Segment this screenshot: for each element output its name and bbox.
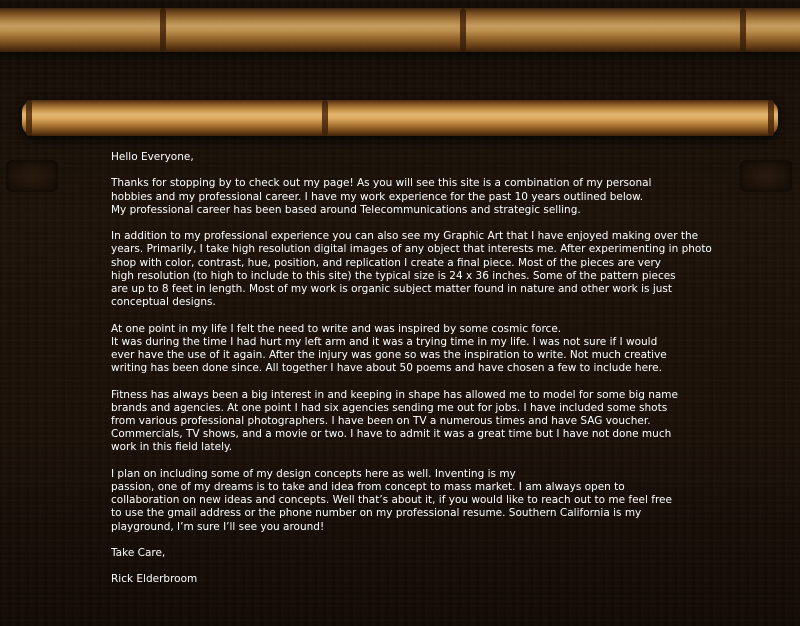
letter-closing: Take Care, [111, 547, 166, 559]
bamboo-node [160, 8, 166, 52]
bamboo-header-decoration [22, 100, 778, 136]
bamboo-node [26, 100, 32, 136]
letter-paragraph-writing: At one point in my life I felt the need to write and was inspired by some cosmic force. It was during the time I had hurt my left arm and it was a trying time in my life. I was not sure if I would ever have the use of it again. After the injury was gone so was the inspiration to write. Not much creative writing has been done since. All together I have about 50 poems and have chosen a few to include here. [111, 322, 667, 375]
welcome-letter [111, 151, 771, 587]
bamboo-node [768, 100, 774, 136]
letter-paragraph-design: I plan on including some of my design concepts here as well. Inventing is my passion, one of my dreams is to take and idea from concept to mass market. I am always open to collaboration on new ideas and concepts. Well that’s about it, if you would like to reach out to me feel free to use the gmail address or the phone number on my professional resume. Southern California is my playground, I’m sure I’ll see you around! [111, 467, 672, 533]
bamboo-node [460, 8, 466, 52]
carved-ornament-left [6, 160, 58, 192]
letter-paragraph-graphic-art: In addition to my professional experience you can also see my Graphic Art that I have enjoyed making over the years. Primarily, I take high resolution digital images of any object that interests me. After experimenting in photo shop with color, contrast, hue, position, and replication I create a final piece. Most of the pieces are very high resolution (to high to include to this site) the typical size is 24 x 36 inches. Some of the pattern pieces are up to 8 feet in length. Most of my work is organic subject matter found in nature and other work is just conceptual designs. [111, 230, 712, 309]
bamboo-top-decoration [0, 8, 800, 52]
letter-signature: Rick Elderbroom [111, 573, 198, 586]
letter-paragraph-fitness: Fitness has always been a big interest in and keeping in shape has allowed me to model for some big name brands and agencies. At one point I had six agencies sending me out for jobs. I have included some shots from various professional photographers. I have been on TV a numerous times and have SAG voucher. Commercials, TV shows, and a movie or two. I have to admit it was a great time but I have not done much work in this field lately. [111, 388, 678, 454]
bamboo-node [740, 8, 746, 52]
bamboo-node [322, 100, 328, 136]
letter-paragraph-intro: Thanks for stopping by to check out my page! As you will see this site is a combination of my personal hobbies and my professional career. I have my work experience for the past 10 years outlined below. My professional career has been based around Telecommunications and strategic selling. [111, 177, 652, 216]
letter-greeting: Hello Everyone, [111, 151, 194, 163]
